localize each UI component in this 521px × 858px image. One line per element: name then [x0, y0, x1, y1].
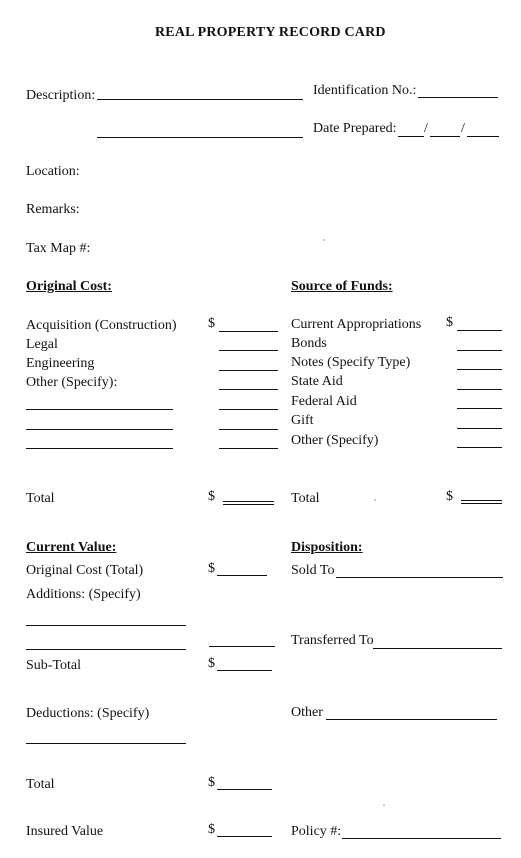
other-specify-line[interactable] — [26, 409, 173, 410]
sub-total-label: Sub-Total — [26, 658, 82, 673]
page-title: REAL PROPERTY RECORD CARD — [155, 25, 386, 40]
original-cost-item: Other (Specify): — [26, 375, 118, 390]
source-of-funds-total-label: Total — [291, 491, 320, 506]
additions-amount-line[interactable] — [209, 646, 275, 647]
additions-specify-line[interactable] — [26, 625, 186, 626]
transferred-to-line[interactable] — [373, 648, 502, 649]
original-cost-total-value-line[interactable] — [217, 575, 267, 576]
other-amount-line[interactable] — [219, 389, 278, 390]
policy-label: Policy #: — [291, 824, 342, 839]
currency-symbol: $ — [446, 489, 453, 504]
other-disposition-label: Other — [291, 705, 323, 720]
sub-total-value-line[interactable] — [217, 670, 272, 671]
source-of-funds-item: Federal Aid — [291, 394, 357, 409]
federal-aid-amount-line[interactable] — [457, 408, 502, 409]
date-month-line[interactable] — [398, 136, 424, 137]
original-cost-total-label: Total — [26, 491, 55, 506]
other-amount-line[interactable] — [219, 429, 278, 430]
additions-label: Additions: (Specify) — [26, 587, 141, 602]
source-of-funds-item: Bonds — [291, 336, 327, 351]
gift-amount-line[interactable] — [457, 428, 502, 429]
tax-map-label: Tax Map #: — [26, 241, 91, 256]
original-cost-total-row-label: Original Cost (Total) — [26, 563, 144, 578]
legal-amount-line[interactable] — [219, 350, 278, 351]
other-specify-amount-line[interactable] — [457, 447, 502, 448]
current-value-total-line[interactable] — [217, 789, 272, 790]
acquisition-amount-line[interactable] — [219, 331, 278, 332]
state-aid-amount-line[interactable] — [457, 389, 502, 390]
date-day-line[interactable] — [430, 136, 460, 137]
insured-value-line[interactable] — [217, 836, 272, 837]
date-year-line[interactable] — [467, 136, 499, 137]
original-cost-total-line[interactable] — [223, 501, 274, 505]
deductions-label: Deductions: (Specify) — [26, 706, 150, 721]
policy-number-line[interactable] — [342, 838, 501, 839]
deductions-specify-line[interactable] — [26, 743, 186, 744]
source-of-funds-item: Other (Specify) — [291, 433, 379, 448]
current-value-heading: Current Value: — [26, 540, 117, 555]
other-amount-line[interactable] — [219, 448, 278, 449]
other-specify-line[interactable] — [26, 448, 173, 449]
disposition-heading: Disposition: — [291, 540, 363, 555]
currency-symbol: $ — [208, 822, 215, 837]
date-separator: / — [424, 121, 428, 136]
current-appropriations-amount-line[interactable] — [457, 330, 502, 331]
remarks-label: Remarks: — [26, 202, 80, 217]
description-field-line-1[interactable] — [97, 99, 303, 100]
currency-symbol: $ — [208, 316, 215, 331]
source-of-funds-item: Notes (Specify Type) — [291, 355, 411, 370]
bonds-amount-line[interactable] — [457, 350, 502, 351]
date-prepared-label: Date Prepared: — [313, 121, 397, 136]
location-label: Location: — [26, 164, 80, 179]
currency-symbol: $ — [446, 315, 453, 330]
other-disposition-line[interactable] — [326, 719, 497, 720]
currency-symbol: $ — [208, 656, 215, 671]
transferred-to-label: Transferred To — [291, 633, 374, 648]
source-of-funds-item: State Aid — [291, 374, 343, 389]
other-amount-line[interactable] — [219, 409, 278, 410]
sold-to-label: Sold To — [291, 563, 335, 578]
additions-specify-line[interactable] — [26, 649, 186, 650]
current-value-total-label: Total — [26, 777, 55, 792]
currency-symbol: $ — [208, 489, 215, 504]
identification-field-line[interactable] — [418, 97, 498, 98]
scan-speck — [383, 804, 385, 806]
insured-value-label: Insured Value — [26, 824, 104, 839]
currency-symbol: $ — [208, 775, 215, 790]
identification-label: Identification No.: — [313, 83, 417, 98]
source-of-funds-heading: Source of Funds: — [291, 279, 393, 294]
sold-to-line[interactable] — [336, 577, 503, 578]
date-separator: / — [461, 121, 465, 136]
notes-amount-line[interactable] — [457, 369, 502, 370]
original-cost-heading: Original Cost: — [26, 279, 112, 294]
currency-symbol: $ — [208, 561, 215, 576]
source-of-funds-item: Gift — [291, 413, 314, 428]
original-cost-item: Acquisition (Construction) — [26, 318, 177, 333]
description-field-line-2[interactable] — [97, 137, 303, 138]
scan-speck — [323, 239, 325, 241]
engineering-amount-line[interactable] — [219, 370, 278, 371]
scan-speck — [374, 499, 376, 501]
source-of-funds-total-line[interactable] — [461, 500, 502, 504]
original-cost-item: Engineering — [26, 356, 95, 371]
source-of-funds-item: Current Appropriations — [291, 317, 422, 332]
description-label: Description: — [26, 88, 96, 103]
other-specify-line[interactable] — [26, 429, 173, 430]
original-cost-item: Legal — [26, 337, 58, 352]
